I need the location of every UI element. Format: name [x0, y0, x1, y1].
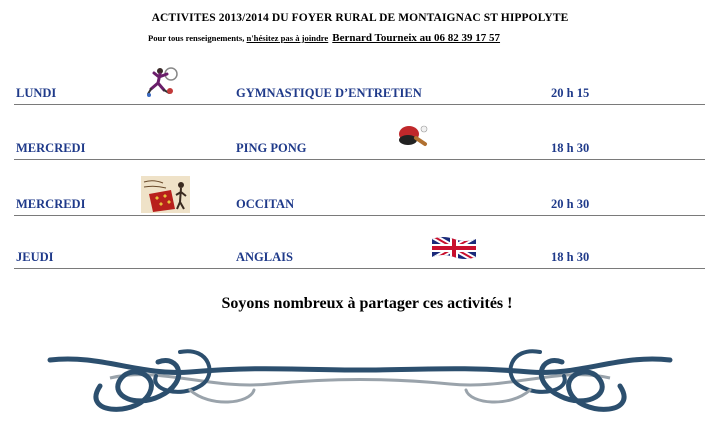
time-label: 18 h 30	[551, 250, 590, 264]
activity-row-thursday	[14, 248, 705, 269]
gymnast-icon	[140, 65, 186, 99]
ping-pong-paddle-icon	[394, 123, 430, 149]
union-jack-flag-icon	[431, 235, 477, 261]
occitan-flag-icon	[141, 176, 190, 213]
decorative-flourish-divider	[40, 346, 680, 426]
day-label: LUNDI	[16, 86, 57, 100]
activity-row-wednesday-occitan	[14, 195, 705, 216]
activity-label: GYMNASTIQUE D’ENTRETIEN	[236, 86, 422, 100]
activity-label: ANGLAIS	[236, 250, 293, 264]
activity-row-monday	[14, 84, 705, 105]
contact-name-phone: Bernard Tourneix au 06 82 39 17 57	[332, 32, 501, 44]
day-label: MERCREDI	[16, 141, 86, 155]
activity-label: PING PONG	[236, 141, 307, 155]
day-label: JEUDI	[16, 250, 54, 264]
activity-row-wednesday-pingpong	[14, 139, 705, 160]
time-label: 20 h 15	[551, 86, 590, 100]
activity-label: OCCITAN	[236, 197, 295, 211]
time-label: 20 h 30	[551, 197, 590, 211]
contact-info	[148, 28, 500, 46]
day-label: MERCREDI	[16, 197, 86, 211]
info-underlined: n'hésitez pas à joindre	[246, 33, 329, 43]
info-prefix: Pour tous renseignements,	[148, 33, 247, 43]
closing-message: Soyons nombreux à partager ces activités !	[221, 295, 513, 312]
time-label: 18 h 30	[551, 141, 590, 155]
page-title: ACTIVITES 2013/2014 DU FOYER RURAL DE MONTAIGNAC ST HIPPOLYTE	[151, 12, 569, 24]
